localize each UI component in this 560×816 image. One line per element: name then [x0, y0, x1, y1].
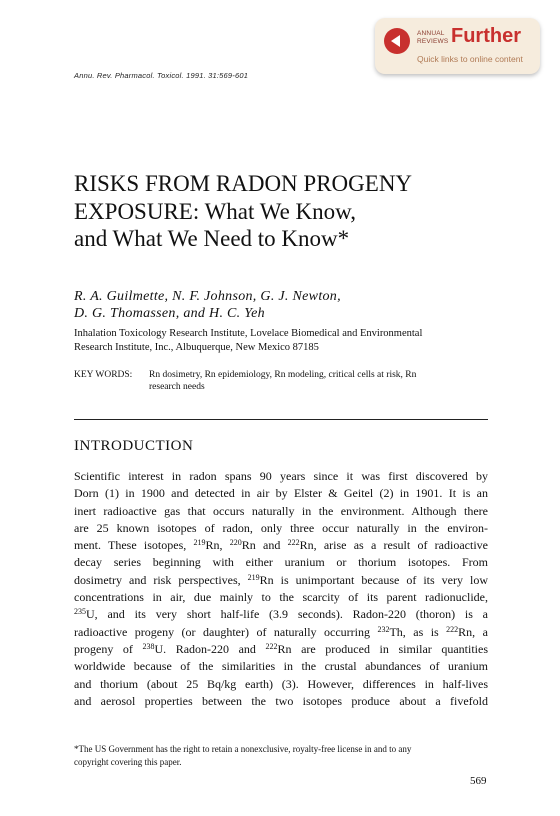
section-heading: INTRODUCTION: [74, 438, 194, 454]
text-line: inert radioactive gas that occurs naturally in the environment. Although there: [74, 503, 488, 518]
further-badge[interactable]: [375, 18, 540, 74]
text-line: radioactive progeny (or daughter) of naturally occurring $^{232}$Th, as is $^{222}$Rn, a: [74, 624, 488, 639]
page-number: 569: [470, 775, 487, 787]
title-line: RISKS FROM RADON PROGENY: [74, 171, 413, 196]
text-line: concentrations in air, due mainly to the scarcity of its parent radionuclide,: [74, 590, 488, 605]
key-words-label: KEY WORDS:: [74, 370, 133, 380]
text-line: decay series beginning with either uranium or thorium isotopes. From: [74, 555, 488, 570]
text-line: Scientific interest in radon spans 90 years since it was first discovered by: [74, 469, 488, 483]
back-arrow-icon[interactable]: [384, 28, 410, 54]
annual-reviews-logo: ANNUAL REVIEWS: [417, 30, 449, 45]
key-words-list: Rn dosimetry, Rn epidemiology, Rn modeling, critical cells at risk, Rn research needs: [149, 370, 417, 392]
footnote: *The US Government has the right to retain a nonexclusive, royalty-free license in and to any copyright covering this paper.: [74, 744, 412, 767]
further-subtitle: Quick links to online content: [417, 54, 523, 64]
journal-citation: Annu. Rev. Pharmacol. Toxicol. 1991. 31:569-601: [74, 71, 249, 80]
author-list: [74, 288, 494, 322]
text-line: progeny of $^{238}$U. Radon-220 and $^{222}$Rn are produced in similar quantities: [74, 641, 488, 656]
text-line: and thorium (about 25 Bq/kg earth) (3). However, differences in half-lives: [74, 676, 488, 691]
further-label: Further: [451, 25, 521, 47]
text-line: worldwide because of the similarities in the crustal abundances of uranium: [74, 659, 488, 674]
text-line: are 25 known isotopes of radon, only three occur naturally in the environ-: [74, 520, 488, 535]
title-line: and What We Need to Know*: [74, 226, 350, 251]
title-line: EXPOSURE: What We Know,: [74, 198, 357, 224]
article-title: [74, 170, 494, 253]
author-line: R. A. Guilmette, N. F. Johnson, G. J. Newton,: [74, 289, 341, 304]
text-line: Dorn (1) in 1900 and detected in air by Elster & Geitel (2) in 1901. It is an: [74, 486, 488, 501]
text-line: ment. These isotopes, $^{219}$Rn, $^{220}$Rn and $^{222}$Rn, arise as a result of radioactive: [74, 538, 488, 553]
text-line: dosimetry and risk perspectives, $^{219}$Rn is unimportant because of its very low: [74, 572, 488, 587]
section-divider: [74, 419, 488, 420]
text-line: and aerosol properties between the two isotopes produce about a fivefold: [74, 693, 488, 708]
text-line: $^{235}$U, and its very short half-life (3.9 seconds). Radon-220 (thoron) is a: [74, 607, 488, 622]
introduction-paragraph: [74, 468, 488, 710]
author-line: D. G. Thomassen, and H. C. Yeh: [74, 306, 265, 321]
affiliation: Inhalation Toxicology Research Institute, Lovelace Biomedical and Environmental Research Institute, Inc., Albuquerque, New Mexico 87185: [74, 328, 423, 353]
